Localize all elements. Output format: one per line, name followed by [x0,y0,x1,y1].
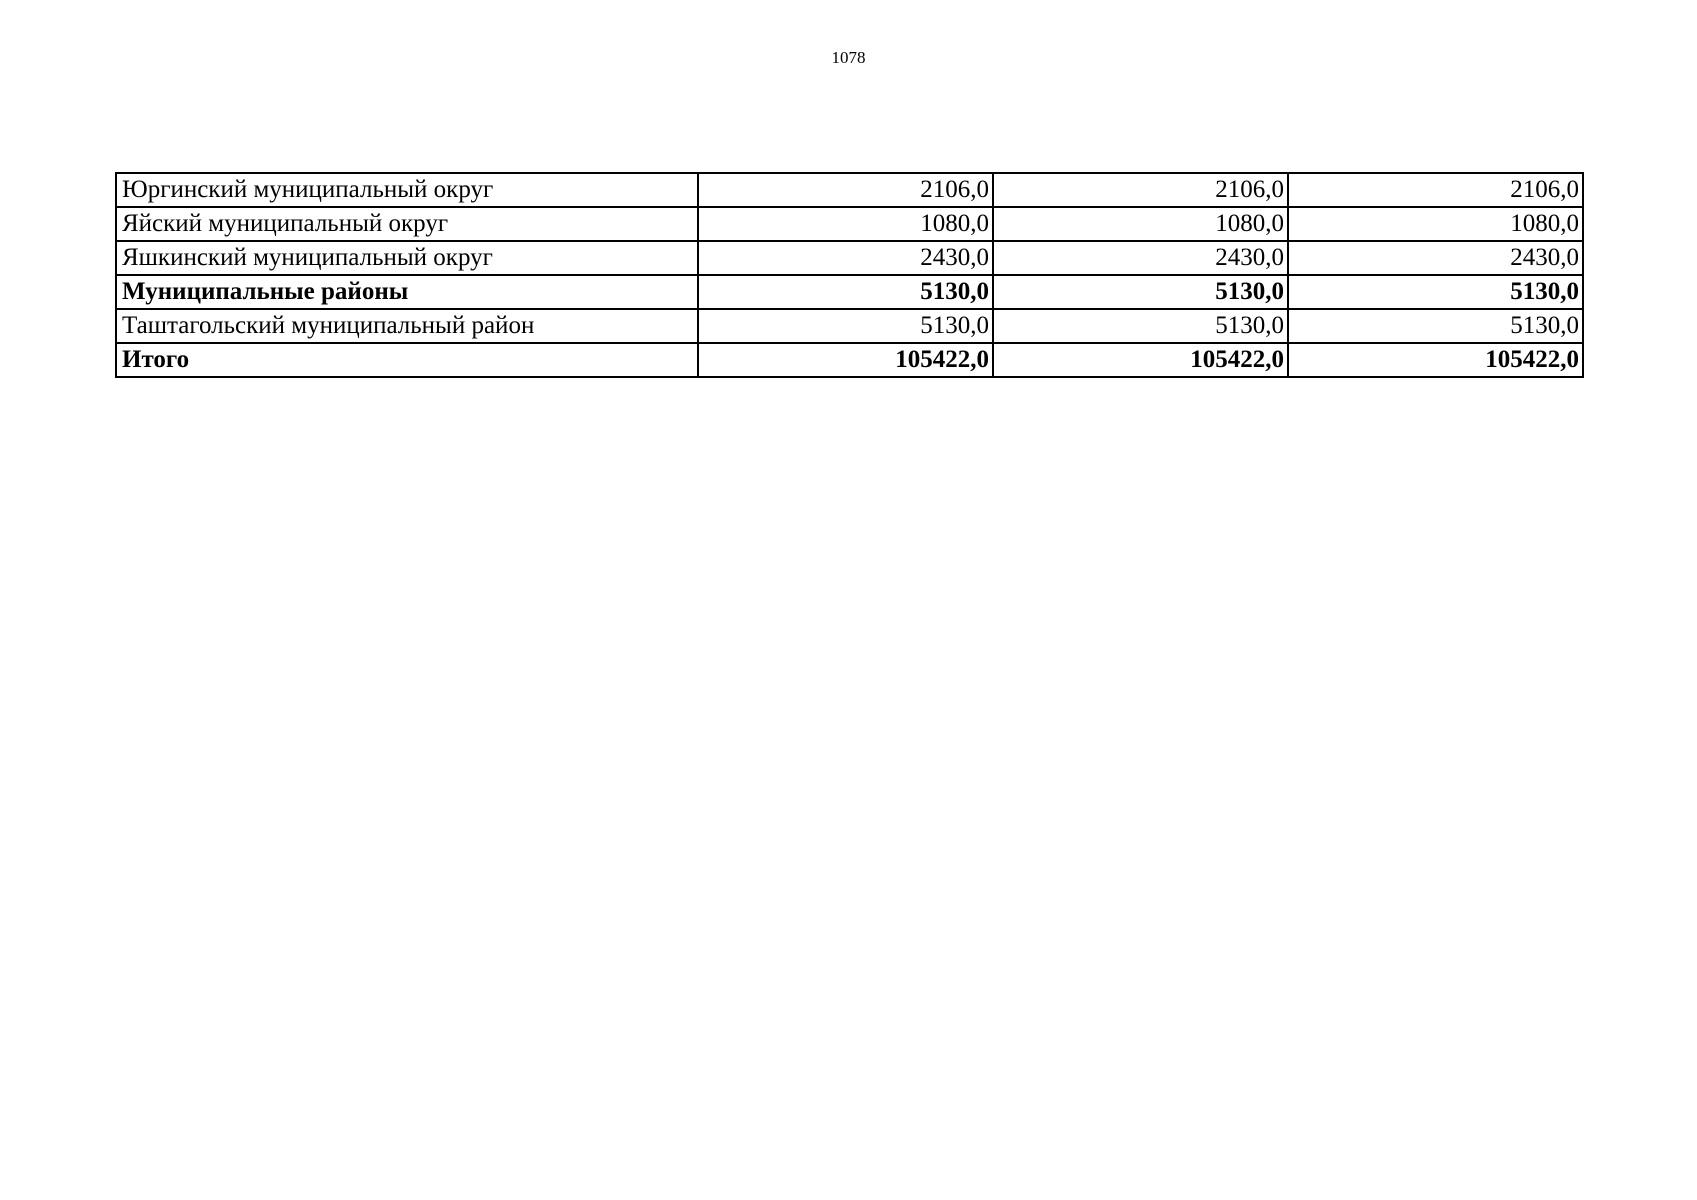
page-number: 1078 [831,48,866,67]
row-value-3-cell: 105422,0 [1288,343,1583,377]
table-row [116,309,1583,343]
row-name-cell: Яйский муниципальный округ [116,207,698,241]
row-value-1-cell: 2430,0 [698,241,993,275]
table-row [116,207,1583,241]
row-value-1-cell: 2106,0 [698,173,993,207]
row-value-3-cell: 2430,0 [1288,241,1583,275]
subtotal-row [116,275,1583,309]
row-value-3-cell: 5130,0 [1288,309,1583,343]
row-value-3-cell: 1080,0 [1288,207,1583,241]
row-value-3-cell: 2106,0 [1288,173,1583,207]
row-name-cell: Итого [116,343,698,377]
table-row [116,241,1583,275]
table-row [116,173,1583,207]
row-value-2-cell: 105422,0 [993,343,1288,377]
row-value-1-cell: 5130,0 [698,309,993,343]
row-value-2-cell: 2106,0 [993,173,1288,207]
row-value-2-cell: 5130,0 [993,309,1288,343]
row-value-1-cell: 5130,0 [698,275,993,309]
row-name-cell: Таштагольский муниципальный район [116,309,698,343]
row-value-2-cell: 1080,0 [993,207,1288,241]
row-value-2-cell: 5130,0 [993,275,1288,309]
row-value-2-cell: 2430,0 [993,241,1288,275]
row-value-1-cell: 105422,0 [698,343,993,377]
row-name-cell: Муниципальные районы [116,275,698,309]
row-value-1-cell: 1080,0 [698,207,993,241]
total-row [116,343,1583,377]
budget-table [115,172,1584,378]
row-value-3-cell: 5130,0 [1288,275,1583,309]
row-name-cell: Яшкинский муниципальный округ [116,241,698,275]
row-name-cell: Юргинский муниципальный округ [116,173,698,207]
